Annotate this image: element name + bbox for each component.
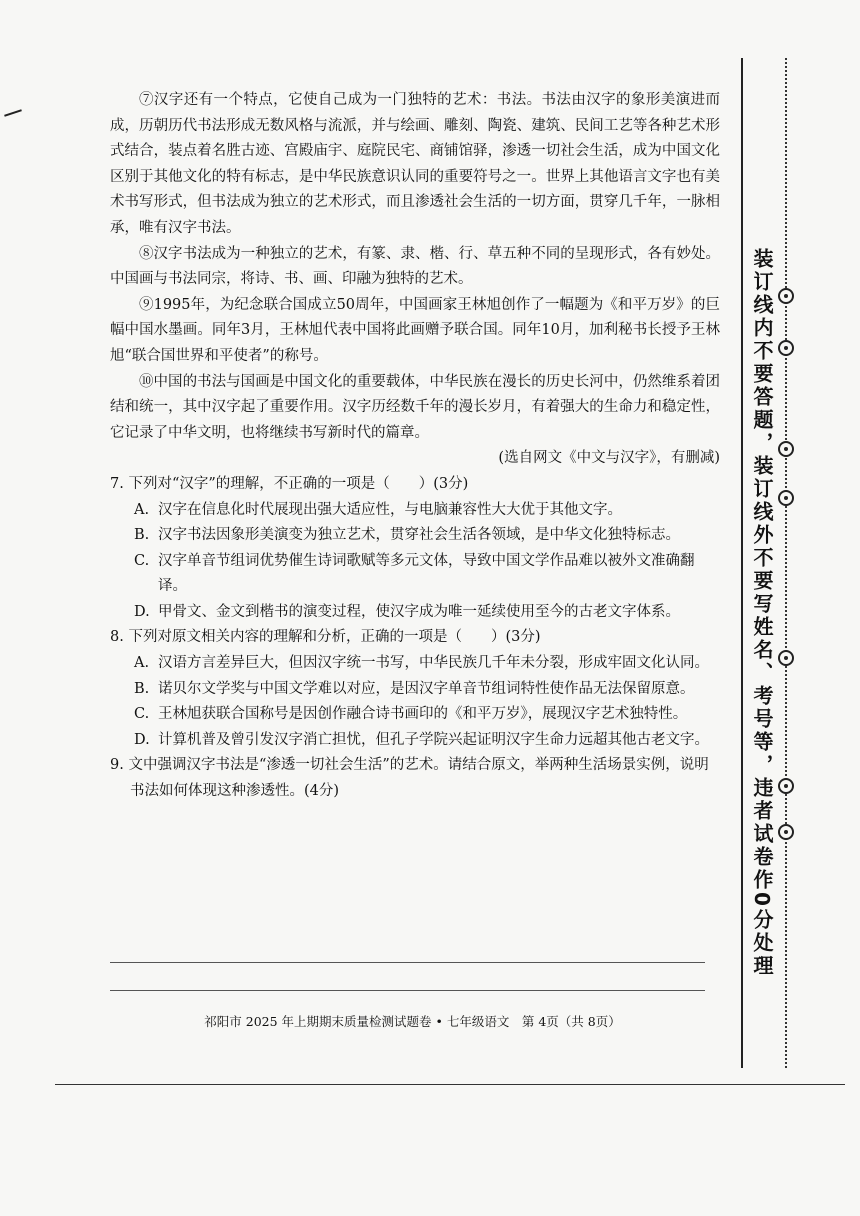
binding-hole-icon <box>778 778 794 794</box>
option-letter: D. <box>134 731 150 748</box>
scan-mark <box>4 109 22 116</box>
binding-hole-icon <box>778 650 794 666</box>
question-7-option-a <box>110 498 720 524</box>
bottom-rule <box>55 1084 845 1085</box>
question-8-stem: 8. 下列对原文相关内容的理解和分析，正确的一项是（ ）(3分) <box>110 629 541 646</box>
option-letter: C. <box>134 552 150 569</box>
option-text: 汉字书法因象形美演变为独立艺术，贯穿社会生活各领域，是中华文化独特标志。 <box>158 527 680 544</box>
question-7-option-c <box>110 549 720 600</box>
passage-source: (选自网文《中文与汉字》，有删减) <box>498 450 720 467</box>
paragraph-9: ⑨1995年，为纪念联合国成立50周年，中国画家王林旭创作了一幅题为《和平万岁》的巨幅中国水墨画。同年3月，王林旭代表中国将此画赠予联合国。同年10月，加利秘书长授予王林旭“联合国世界和平使者”的称号。 <box>110 296 720 364</box>
binding-strip <box>737 58 797 1068</box>
option-letter: A. <box>134 501 150 518</box>
answer-line[interactable] <box>110 990 705 991</box>
question-8-option-b <box>110 677 720 703</box>
answer-line[interactable] <box>110 962 705 963</box>
binding-hole-icon <box>778 340 794 356</box>
option-text: 汉字在信息化时代展现出强大适应性，与电脑兼容性大大优于其他文字。 <box>158 501 622 518</box>
option-text: 汉语方言差异巨大，但因汉字统一书写，中华民族几千年未分裂，形成牢固文化认同。 <box>158 655 709 672</box>
binding-dotted-line <box>785 58 787 1068</box>
question-7-option-d <box>110 600 720 626</box>
question-8-option-d <box>110 728 720 754</box>
option-text: 诺贝尔文学奖与中国文学难以对应，是因汉字单音节组词特性使作品无法保留原意。 <box>158 680 695 697</box>
paragraph-7: ⑦汉字还有一个特点，它使自己成为一门独特的艺术：书法。书法由汉字的象形美演进而成，历朝历代书法形成无数风格与流派，并与绘画、雕刻、陶瓷、建筑、民间工艺等各种艺术形式结合，装点着名胜古迹、宫殿庙宇、庭院民宅、商铺馆驿，渗透一切社会生活，成为中国文化区别于其他文化的特有标志，是中华民族意识认同的重要符号之一。世界上其他语言文字也有美术书写形式，但书法成为独立的艺术形式，而且渗透社会生活的一切方面，贯穿几千年，一脉相承，唯有汉字书法。 <box>110 92 720 236</box>
option-text: 甲骨文、金文到楷书的演变过程，使汉字成为唯一延续使用至今的古老文字体系。 <box>158 603 680 620</box>
option-letter: B. <box>134 680 150 697</box>
binding-hole-icon <box>778 288 794 304</box>
option-text: 汉字单音节组词优势催生诗词歌赋等多元文体，导致中国文学作品难以被外文准确翻译。 <box>158 552 695 595</box>
binding-hole-icon <box>778 824 794 840</box>
question-7-stem: 7. 下列对“汉字”的理解，不正确的一项是（ ）(3分) <box>110 475 469 492</box>
page-footer: 祁阳市 2025 年上期期末质量检测试题卷 • 七年级语文 第 4页（共 8页） <box>204 1014 621 1029</box>
paragraph-10: ⑩中国的书法与国画是中国文化的重要载体，中华民族在漫长的历史长河中，仍然维系着团结和统一，其中汉字起了重要作用。汉字历经数千年的漫长岁月，有着强大的生命力和稳定性，它记录了中华文明，也将继续书写新时代的篇章。 <box>110 373 720 441</box>
binding-solid-line <box>741 58 743 1068</box>
reading-passage <box>110 88 720 805</box>
option-text: 计算机普及曾引发汉字消亡担忧，但孔子学院兴起证明汉字生命力远超其他古老文字。 <box>158 731 709 748</box>
question-7 <box>110 472 720 626</box>
question-9 <box>110 753 720 804</box>
question-8-option-a <box>110 651 720 677</box>
question-9-stem: 9. 文中强调汉字书法是“渗透一切社会生活”的艺术。请结合原文，举两种生活场景实例，说明书法如何体现这种渗透性。(4分) <box>110 757 709 800</box>
question-8 <box>110 625 720 753</box>
option-text: 王林旭获联合国称号是因创作融合诗书画印的《和平万岁》，展现汉字艺术独特性。 <box>158 706 688 723</box>
binding-hole-icon <box>778 490 794 506</box>
question-7-option-b <box>110 523 720 549</box>
option-letter: D. <box>134 603 150 620</box>
question-8-option-c <box>110 702 720 728</box>
binding-hole-icon <box>778 441 794 457</box>
binding-warning-text: 装订线内不要答题，装订线外不要写姓名、考号等，违者试卷作0分处理 <box>750 248 774 978</box>
option-letter: B. <box>134 527 150 544</box>
option-letter: A. <box>134 655 150 672</box>
option-letter: C. <box>134 706 150 723</box>
paragraph-8: ⑧汉字书法成为一种独立的艺术，有篆、隶、楷、行、草五种不同的呈现形式，各有妙处。中国画与书法同宗，将诗、书、画、印融为独特的艺术。 <box>110 245 720 288</box>
